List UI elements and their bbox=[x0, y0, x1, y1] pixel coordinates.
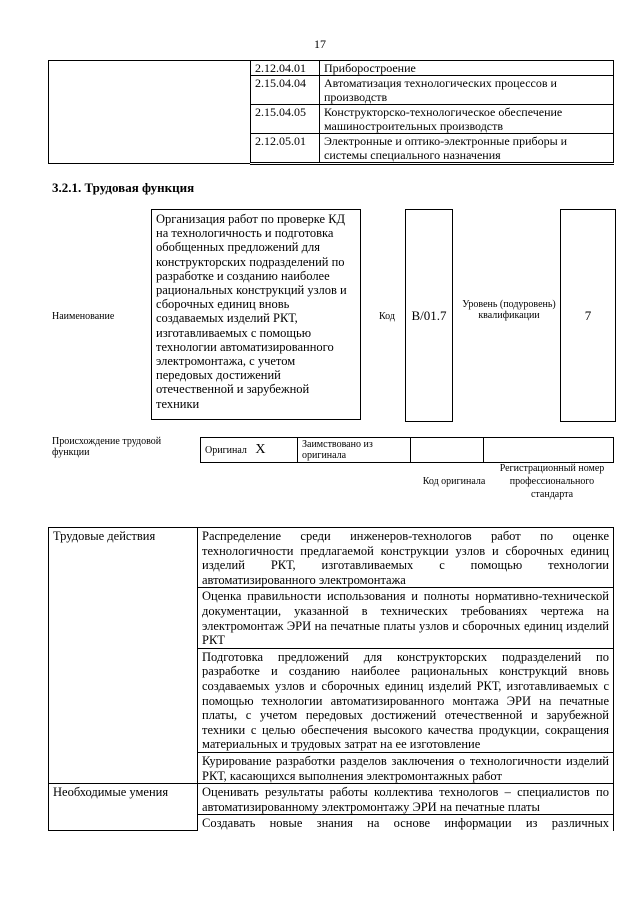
qualification-level-label: Уровень (подуровень) квалификации bbox=[462, 299, 556, 321]
action-item: Подготовка предложений для конструкторских подразделений по разработке и созданию наиболее рациональных конструкций вновь создаваемых узлов и сборочных единиц изделий РКТ, изготавливаемых с помощью технологии автоматизированного монтажа ЭРИ на печатные платы, с учетом передовых достижений отечественной и зарубежной техники с целью обеспечения высокого качества продукции, сокращения материальных и трудовых затрат на ее изготовление bbox=[198, 648, 614, 752]
action-item: Распределение среди инженеров-технологов работ по оценке технологичности предлагаемой конструкции узлов и сборочных единиц изделий РКТ, изготавливаемых с помощью технологии автоматизированного электромонтажа bbox=[198, 528, 614, 588]
function-name-line: технологии автоматизированного bbox=[156, 339, 334, 354]
function-name-line: на технологичность и подготовка bbox=[156, 226, 334, 241]
table-row bbox=[201, 438, 614, 463]
specialty-name: Электронные и оптико-электронные приборы и системы специального назначения bbox=[320, 134, 614, 164]
specialty-name: Автоматизация технологических процессов и производств bbox=[320, 76, 614, 105]
empty-cell bbox=[49, 61, 251, 164]
original-cell bbox=[201, 438, 298, 463]
code-original-cell bbox=[411, 438, 484, 463]
function-name-line: Организация работ по проверке КД bbox=[156, 212, 346, 226]
function-name-line: электромонтажа, с учетом bbox=[156, 354, 296, 369]
function-name-line: изготавливаемых с помощью bbox=[156, 325, 312, 340]
function-name-line: конструкторских подразделений по bbox=[156, 254, 345, 269]
reg-number-caption: Регистрационный номер профессионального стандарта bbox=[499, 463, 605, 500]
qualification-level-box: 7 bbox=[560, 209, 616, 422]
specialty-name: Приборостроение bbox=[320, 61, 614, 76]
reg-number-cell bbox=[484, 438, 614, 463]
skill-item: Оценивать результаты работы коллектива технологов – специалистов по автоматизированному электромонтажу ЭРИ на печатные платы bbox=[198, 784, 614, 815]
specialty-code: 2.12.05.01 bbox=[251, 134, 320, 164]
name-label: Наименование bbox=[52, 311, 115, 322]
action-item: Курирование разработки разделов заключения о технологичности изделий РКТ, касающихся выполнения электромонтажных работ bbox=[198, 752, 614, 783]
specialty-name: Конструкторско-технологическое обеспечение машиностроительных производств bbox=[320, 105, 614, 134]
function-name-line: создаваемых изделий РКТ, bbox=[156, 311, 298, 326]
function-code-box: B/01.7 bbox=[405, 209, 453, 422]
original-mark: X bbox=[255, 442, 266, 457]
table-row bbox=[49, 528, 614, 588]
labor-function-table bbox=[48, 527, 614, 831]
table-row bbox=[49, 784, 614, 815]
origin-table bbox=[200, 437, 614, 463]
code-label: Код bbox=[379, 311, 395, 322]
table-row bbox=[49, 61, 614, 76]
actions-label: Трудовые действия bbox=[49, 528, 198, 784]
specialty-code: 2.15.04.04 bbox=[251, 76, 320, 105]
page-number: 17 bbox=[314, 37, 326, 51]
function-name-box bbox=[151, 209, 361, 420]
specialty-code-table bbox=[48, 60, 614, 165]
skill-item: Создавать новые знания на основе информации из различных bbox=[198, 815, 614, 831]
function-name-line: отечественной и зарубежной bbox=[156, 382, 310, 397]
origin-label: Происхождение трудовой функции bbox=[52, 436, 162, 458]
specialty-code: 2.15.04.05 bbox=[251, 105, 320, 134]
skills-label: Необходимые умения bbox=[49, 784, 198, 831]
function-name-line: разработке и созданию наиболее bbox=[156, 268, 330, 283]
function-name-line: передовых достижений bbox=[156, 368, 281, 383]
function-name-line: обобщенных предложений для bbox=[156, 240, 320, 255]
function-name-line: сборочных единиц вновь bbox=[156, 297, 290, 312]
function-name-line: техники bbox=[156, 396, 200, 411]
borrowed-label: Заимствовано из оригинала bbox=[298, 438, 411, 463]
original-label: Оригинал bbox=[205, 445, 247, 456]
code-original-caption: Код оригинала bbox=[422, 476, 486, 487]
function-name-line: рациональных конструкций узлов и bbox=[156, 283, 347, 298]
specialty-code: 2.12.04.01 bbox=[251, 61, 320, 76]
action-item: Оценка правильности использования и полноты нормативно-технической документации, указанной в технических требованиях чертежа на электромонтаж ЭРИ на печатные платы узлов и сборочных единиц изделий РКТ bbox=[198, 588, 614, 648]
section-heading: 3.2.1. Трудовая функция bbox=[52, 180, 195, 195]
